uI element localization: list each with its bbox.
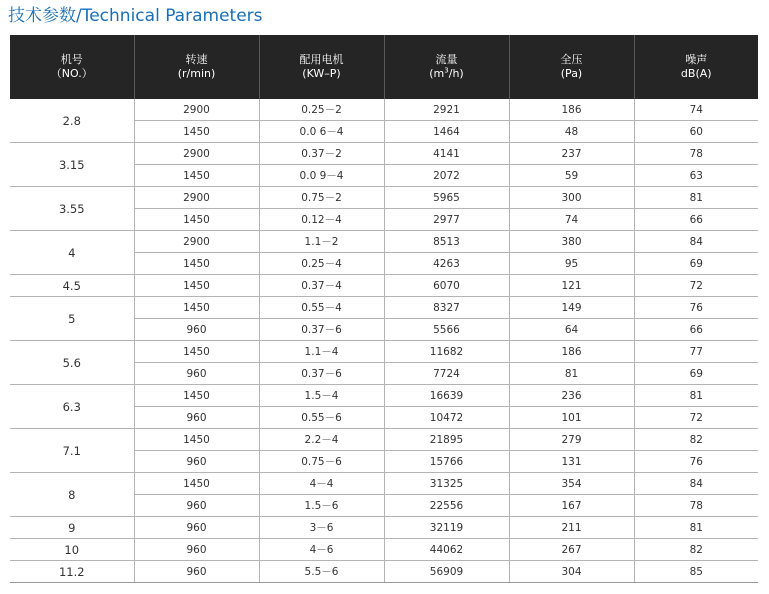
table-row (10, 143, 758, 165)
speed-cell: 1450 (134, 429, 259, 451)
flow-cell: 2977 (384, 209, 509, 231)
table-row (10, 341, 758, 363)
speed-cell: 960 (134, 363, 259, 385)
pressure-cell: 267 (509, 539, 634, 561)
flow-cell: 15766 (384, 451, 509, 473)
table-row (10, 473, 758, 495)
motor-cell: 0.0 6－4 (259, 121, 384, 143)
flow-cell: 2921 (384, 99, 509, 121)
model-number-cell: 5.6 (10, 341, 134, 385)
pressure-cell: 186 (509, 341, 634, 363)
speed-cell: 960 (134, 517, 259, 539)
flow-cell: 44062 (384, 539, 509, 561)
header-motor-cn: 配用电机 (299, 53, 344, 66)
flow-cell: 7724 (384, 363, 509, 385)
flow-cell: 6070 (384, 275, 509, 297)
flow-cell: 56909 (384, 561, 509, 583)
header-flow (384, 35, 509, 99)
motor-cell: 3－6 (259, 517, 384, 539)
noise-cell: 81 (634, 517, 758, 539)
motor-cell: 4－4 (259, 473, 384, 495)
pressure-cell: 149 (509, 297, 634, 319)
motor-cell: 0.37－6 (259, 363, 384, 385)
model-number-cell: 2.8 (10, 99, 134, 143)
pressure-cell: 380 (509, 231, 634, 253)
table-body (10, 99, 758, 583)
table-row (10, 275, 758, 297)
model-number-cell: 4.5 (10, 275, 134, 297)
flow-cell: 8513 (384, 231, 509, 253)
header-pressure-unit: (Pa) (560, 67, 583, 80)
motor-cell: 0.37－6 (259, 319, 384, 341)
noise-cell: 78 (634, 143, 758, 165)
header-pressure (509, 35, 634, 99)
motor-cell: 5.5－6 (259, 561, 384, 583)
pressure-cell: 121 (509, 275, 634, 297)
motor-cell: 0.75－6 (259, 451, 384, 473)
model-number-cell: 3.55 (10, 187, 134, 231)
header-speed-cn: 转速 (185, 53, 208, 66)
noise-cell: 84 (634, 473, 758, 495)
header-pressure-cn: 全压 (560, 53, 583, 66)
header-model-cn: 机号 (60, 53, 83, 66)
speed-cell: 1450 (134, 341, 259, 363)
header-flow-cn: 流量 (435, 53, 458, 66)
flow-cell: 11682 (384, 341, 509, 363)
noise-cell: 78 (634, 495, 758, 517)
speed-cell: 960 (134, 495, 259, 517)
speed-cell: 1450 (134, 165, 259, 187)
flow-cell: 4141 (384, 143, 509, 165)
noise-cell: 76 (634, 297, 758, 319)
pressure-cell: 101 (509, 407, 634, 429)
pressure-cell: 95 (509, 253, 634, 275)
noise-cell: 69 (634, 253, 758, 275)
pressure-cell: 81 (509, 363, 634, 385)
speed-cell: 1450 (134, 209, 259, 231)
flow-cell: 31325 (384, 473, 509, 495)
speed-cell: 960 (134, 539, 259, 561)
noise-cell: 81 (634, 187, 758, 209)
flow-cell: 8327 (384, 297, 509, 319)
flow-cell: 1464 (384, 121, 509, 143)
flow-cell: 5965 (384, 187, 509, 209)
header-noise-cn: 噪声 (685, 53, 708, 66)
noise-cell: 81 (634, 385, 758, 407)
table-row (10, 517, 758, 539)
motor-cell: 0.37－2 (259, 143, 384, 165)
pressure-cell: 131 (509, 451, 634, 473)
model-number-cell: 3.15 (10, 143, 134, 187)
table-row (10, 385, 758, 407)
header-motor (259, 35, 384, 99)
speed-cell: 1450 (134, 275, 259, 297)
pressure-cell: 74 (509, 209, 634, 231)
noise-cell: 85 (634, 561, 758, 583)
speed-cell: 1450 (134, 253, 259, 275)
header-noise-unit: dB(A) (680, 67, 712, 80)
model-number-cell: 8 (10, 473, 134, 517)
speed-cell: 1450 (134, 297, 259, 319)
model-number-cell: 7.1 (10, 429, 134, 473)
pressure-cell: 304 (509, 561, 634, 583)
speed-cell: 960 (134, 451, 259, 473)
model-number-cell: 5 (10, 297, 134, 341)
table-row (10, 561, 758, 583)
speed-cell: 960 (134, 407, 259, 429)
motor-cell: 0.75－2 (259, 187, 384, 209)
flow-cell: 21895 (384, 429, 509, 451)
pressure-cell: 59 (509, 165, 634, 187)
noise-cell: 72 (634, 275, 758, 297)
noise-cell: 72 (634, 407, 758, 429)
pressure-cell: 236 (509, 385, 634, 407)
table-row (10, 187, 758, 209)
noise-cell: 82 (634, 429, 758, 451)
noise-cell: 60 (634, 121, 758, 143)
speed-cell: 2900 (134, 231, 259, 253)
flow-cell: 16639 (384, 385, 509, 407)
motor-cell: 1.5－4 (259, 385, 384, 407)
motor-cell: 0.25－4 (259, 253, 384, 275)
speed-cell: 1450 (134, 473, 259, 495)
noise-cell: 74 (634, 99, 758, 121)
motor-cell: 2.2－4 (259, 429, 384, 451)
pressure-cell: 64 (509, 319, 634, 341)
table-row (10, 99, 758, 121)
header-model (10, 35, 134, 99)
pressure-cell: 300 (509, 187, 634, 209)
noise-cell: 69 (634, 363, 758, 385)
flow-cell: 10472 (384, 407, 509, 429)
noise-cell: 76 (634, 451, 758, 473)
page-title: 技术参数/Technical Parameters (8, 6, 263, 26)
model-number-cell: 6.3 (10, 385, 134, 429)
table-row (10, 297, 758, 319)
noise-cell: 66 (634, 209, 758, 231)
motor-cell: 0.25－2 (259, 99, 384, 121)
flow-cell: 32119 (384, 517, 509, 539)
speed-cell: 2900 (134, 99, 259, 121)
pressure-cell: 354 (509, 473, 634, 495)
speed-cell: 2900 (134, 143, 259, 165)
motor-cell: 0.12－4 (259, 209, 384, 231)
motor-cell: 0.0 9－4 (259, 165, 384, 187)
table-row (10, 539, 758, 561)
pressure-cell: 279 (509, 429, 634, 451)
pressure-cell: 186 (509, 99, 634, 121)
motor-cell: 1.1－2 (259, 231, 384, 253)
model-number-cell: 9 (10, 517, 134, 539)
technical-parameters-table (10, 35, 758, 583)
speed-cell: 1450 (134, 121, 259, 143)
flow-cell: 4263 (384, 253, 509, 275)
noise-cell: 63 (634, 165, 758, 187)
flow-cell: 22556 (384, 495, 509, 517)
noise-cell: 66 (634, 319, 758, 341)
header-model-en: （NO.） (50, 67, 93, 80)
noise-cell: 82 (634, 539, 758, 561)
noise-cell: 84 (634, 231, 758, 253)
pressure-cell: 211 (509, 517, 634, 539)
flow-cell: 2072 (384, 165, 509, 187)
speed-cell: 960 (134, 319, 259, 341)
pressure-cell: 237 (509, 143, 634, 165)
table-header-row (10, 35, 758, 99)
noise-cell: 77 (634, 341, 758, 363)
header-speed-unit: (r/min) (177, 67, 216, 80)
model-number-cell: 10 (10, 539, 134, 561)
header-speed (134, 35, 259, 99)
motor-cell: 1.5－6 (259, 495, 384, 517)
pressure-cell: 167 (509, 495, 634, 517)
model-number-cell: 4 (10, 231, 134, 275)
header-flow-unit: $(m^3/h)$ (429, 66, 464, 80)
motor-cell: 0.37－4 (259, 275, 384, 297)
table-row (10, 231, 758, 253)
pressure-cell: 48 (509, 121, 634, 143)
flow-cell: 5566 (384, 319, 509, 341)
motor-cell: 4－6 (259, 539, 384, 561)
speed-cell: 1450 (134, 385, 259, 407)
speed-cell: 2900 (134, 187, 259, 209)
header-noise (634, 35, 758, 99)
header-motor-unit: (KW–P) (302, 67, 341, 80)
model-number-cell: 11.2 (10, 561, 134, 583)
motor-cell: 1.1－4 (259, 341, 384, 363)
motor-cell: 0.55－6 (259, 407, 384, 429)
speed-cell: 960 (134, 561, 259, 583)
motor-cell: 0.55－4 (259, 297, 384, 319)
table-row (10, 429, 758, 451)
